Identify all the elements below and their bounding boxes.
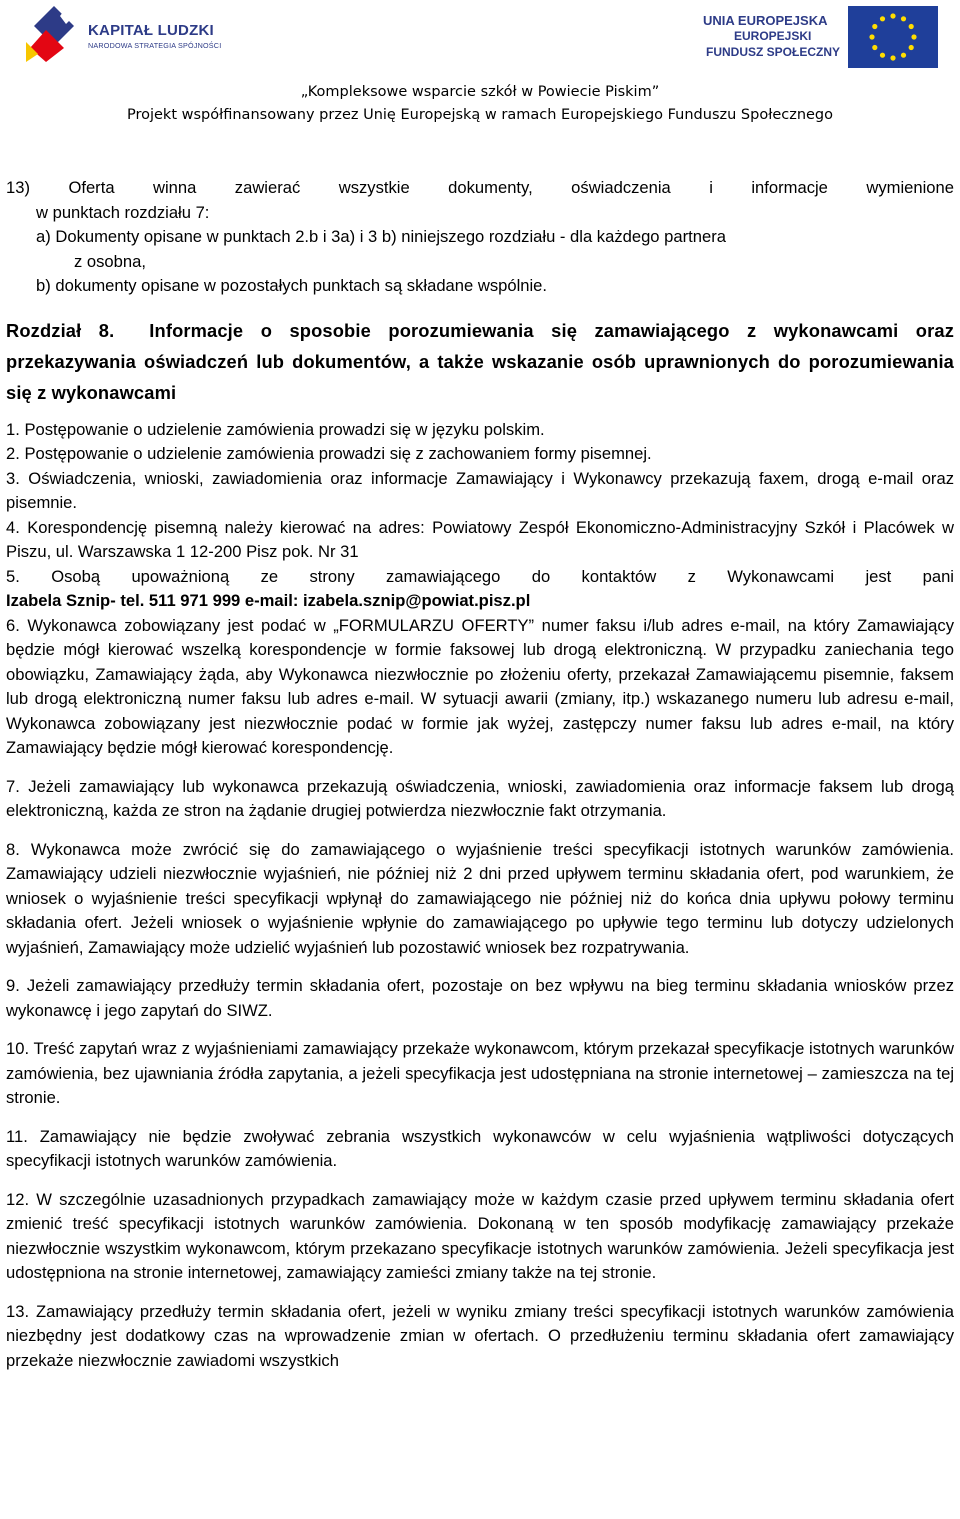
item13-line2: w punktach rozdziału 7: bbox=[36, 202, 210, 222]
eu-fund-logo bbox=[698, 4, 938, 70]
point-2: 2. Postępowanie o udzielenie zamówienia prowadzi się z zachowaniem formy pisemnej. bbox=[6, 444, 652, 463]
item13-sub-a: a) Dokumenty opisane w punktach 2.b i 3a) i 3 b) niniejszego rozdziału - dla każdego partnera bbox=[36, 227, 726, 246]
kapital-ludzki-title: KAPITAŁ LUDZKI bbox=[88, 22, 214, 39]
chapter-label: Rozdział 8. bbox=[6, 319, 115, 341]
point-13: 13. Zamawiający przedłuży termin składania ofert, jeżeli w wyniku zmiany treści specyfikacji istotnych warunków zamówienia niezbędny jest dodatkowy czas na wprowadzenie zmian w ofertach. O przedłużeniu terminu składania ofert zamawiający przekaże niezwłocznie zawiadomi wszystkich bbox=[6, 1301, 954, 1370]
eu-logo-line1: UNIA EUROPEJSKA bbox=[703, 13, 828, 28]
eu-logo-line2: EUROPEJSKI bbox=[734, 29, 812, 43]
point-10: 10. Treść zapytań wraz z wyjaśnieniami zamawiający przekaże wykonawcom, którym przekazał specyfikacje istotnych warunków zamówienia, bez ujawniania źródła zapytania, a jeżeli specyfikacja jest udostępniana na stronie internetowej – zamieszcza na tej stronie. bbox=[6, 1039, 954, 1107]
point-3: 3. Oświadczenia, wnioski, zawiadomienia oraz informacje Zamawiający i Wykonawcy przekazują faxem, drogą e-mail oraz pisemnie. bbox=[6, 468, 954, 512]
project-title: „Kompleksowe wsparcie szkół w Powiecie Piskim” bbox=[300, 84, 660, 100]
kapital-ludzki-subtitle: NARODOWA STRATEGIA SPÓJNOŚCI bbox=[88, 41, 222, 50]
item13-sub-b: b) dokumenty opisane w pozostałych punktach są składane wspólnie. bbox=[36, 276, 548, 295]
project-cofinance-note: Projekt współfinansowany przez Unię Europejską w ramach Europejskiego Funduszu Społecznego bbox=[126, 107, 834, 123]
point-8: 8. Wykonawca może zwrócić się do zamawiającego o wyjaśnienie treści specyfikacji istotnych warunków zamówienia. Zamawiający udzieli niezwłocznie wyjaśnień, nie później niż 2 dni przed upływem terminu składania ofert, pod warunkiem, że wniosek o wyjaśnienie treści specyfikacji wpłynął do zamawiającego nie później niż do końca dnia upływu połowy terminu składania ofert. Jeżeli wniosek o wyjaśnienie wpłynie do zamawiającego po upływie tego terminu lub dotyczy udzielonych wyjaśnień, Zamawiający może udzielić wyjaśnień lub pozostawić wniosek bez rozpatrywania. bbox=[6, 839, 954, 957]
point-4: 4. Korespondencję pisemną należy kierować na adres: Powiatowy Zespół Ekonomiczno-Administracyjny Szkół i Placówek w Piszu, ul. Warszawska 1 12-200 Pisz pok. Nr 31 bbox=[6, 517, 954, 561]
chapter-heading bbox=[6, 315, 954, 408]
kapital-ludzki-logo bbox=[24, 4, 224, 64]
item13-line1 bbox=[6, 176, 954, 201]
eu-flag-icon bbox=[848, 6, 938, 68]
point-7: 7. Jeżeli zamawiający lub wykonawca przekazują oświadczenia, wnioski, zawiadomienia oraz informacje faksem lub drogą elektroniczną, każda ze stron na żądanie drugiej potwierdza niezwłocznie fakt otrzymania. bbox=[6, 776, 954, 820]
point-5-contact: Izabela Sznip- tel. 511 971 999 e-mail: izabela.sznip@powiat.pisz.pl bbox=[6, 591, 531, 610]
item13-sub-a-cont: z osobna, bbox=[74, 251, 146, 271]
point-5: 5. Osobą upoważnioną ze strony zamawiającego do kontaktów z Wykonawcami jest pani bbox=[6, 566, 954, 586]
kapital-ludzki-emblem-icon bbox=[24, 4, 84, 64]
item13-text: Oferta winna zawierać wszystkie dokumenty, oświadczenia i informacje wymienione bbox=[68, 178, 954, 197]
point-9: 9. Jeżeli zamawiający przedłuży termin składania ofert, pozostaje on bez wpływu na bieg terminu składania wniosków przez wykonawcę i jego zapytań do SIWZ. bbox=[6, 976, 954, 1020]
point-12: 12. W szczególnie uzasadnionych przypadkach zamawiający może w każdym czasie przed upływem terminu składania ofert zmienić treść specyfikacji istotnych warunków zamówienia. Dokonaną w ten sposób modyfikację zamawiający przekaże niezwłocznie wszystkim wykonawcom, którym przekazano specyfikacje istotnych warunków zamówienia. Jeżeli specyfikacja jest udostępniona na stronie internetowej, zamawiający zamieści zmiany także na tej stronie. bbox=[6, 1189, 954, 1282]
point-1: 1. Postępowanie o udzielenie zamówienia prowadzi się w języku polskim. bbox=[6, 419, 545, 439]
item13-number: 13) bbox=[6, 178, 30, 197]
point-11: 11. Zamawiający nie będzie zwoływać zebrania wszystkich wykonawców w celu wyjaśnienia wątpliwości dotyczących specyfikacji istotnych warunków zamówienia. bbox=[6, 1126, 954, 1170]
page-header bbox=[0, 0, 960, 140]
point-6: 6. Wykonawca zobowiązany jest podać w „FORMULARZU OFERTY” numer faksu i/lub adres e-mail, na który Zamawiający będzie mógł kierować wszelką korespondencje w formie faksowej lub drogą elektroniczną. W przypadku zaniechania tego obowiązku, Zamawiający żąda, aby Wykonawca niezwłocznie po złożeniu oferty, przekazał Zamawiającemu pisemnie, faksem lub drogą elektroniczną numer faksu lub adres e-mail. W sytuacji awarii (zmiany, itp.) wskazanego numeru lub adresu e-mail, Wykonawca zobowiązany jest niezwłocznie podać w formie jak wyżej, zastępczy numer faksu lub adres e-mail, na który Zamawiający będzie mógł kierować korespondencję. bbox=[6, 615, 954, 757]
document-body bbox=[6, 176, 954, 1373]
chapter-title: Informacje o sposobie porozumiewania się zamawiającego z wykonawcami oraz przekazywania oświadczeń lub dokumentów, a także wskazanie osób uprawnionych do porozumiewania się z wykonawcami bbox=[6, 319, 954, 403]
eu-logo-line3: FUNDUSZ SPOŁECZNY bbox=[706, 45, 841, 59]
